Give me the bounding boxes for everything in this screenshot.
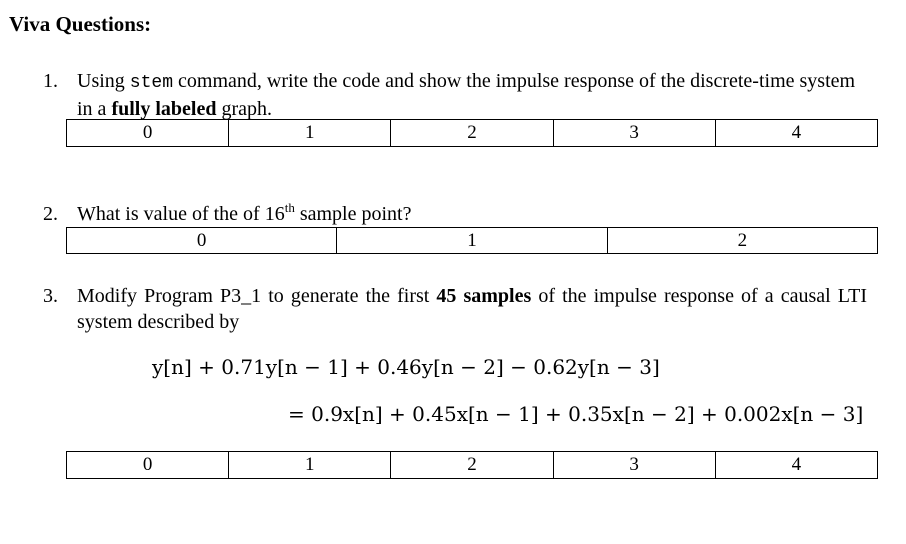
question-2-text-start: What is value of the of 16 — [77, 203, 285, 225]
question-1-number: 1. — [43, 70, 58, 92]
question-1-options — [66, 119, 878, 147]
q2-option-2[interactable]: 2 — [607, 228, 877, 254]
q3-option-4[interactable]: 4 — [715, 452, 877, 479]
q1-option-2[interactable]: 2 — [391, 120, 553, 147]
question-3-number: 3. — [43, 285, 58, 307]
page-heading: Viva Questions: — [9, 12, 152, 36]
question-3-text-start: Modify Program P3_1 to generate the first — [77, 285, 437, 307]
equation-line-1: y[n] + 0.71y[n − 1] + 0.46y[n − 2] − 0.62y[n − 3] — [152, 355, 660, 379]
question-1-text — [77, 68, 867, 122]
q3-option-3[interactable]: 3 — [553, 452, 715, 479]
q1-option-1[interactable]: 1 — [229, 120, 391, 147]
question-3-options — [66, 451, 878, 479]
question-2-superscript: th — [284, 200, 295, 215]
q1-option-4[interactable]: 4 — [715, 120, 877, 147]
question-1-code: stem — [129, 73, 174, 93]
question-1-text-start: Using — [77, 70, 130, 92]
question-2-text — [77, 201, 877, 227]
question-3-text-end: of the impulse response of a causal LTI system described by — [77, 285, 867, 333]
q2-option-1[interactable]: 1 — [337, 228, 607, 254]
question-2-text-end: sample point? — [294, 203, 412, 225]
q3-option-0[interactable]: 0 — [67, 452, 229, 479]
question-1-text-end: graph. — [216, 98, 272, 120]
q3-option-1[interactable]: 1 — [229, 452, 391, 479]
q1-option-0[interactable]: 0 — [67, 120, 229, 147]
equation-line-2: = 0.9x[n] + 0.45x[n − 1] + 0.35x[n − 2] + 0.002x[n − 3] — [288, 402, 864, 426]
q3-option-2[interactable]: 2 — [391, 452, 553, 479]
question-3-bold: 45 samples — [436, 285, 532, 307]
question-3-text — [77, 283, 867, 335]
question-2-number: 2. — [43, 203, 58, 225]
question-2-options — [66, 227, 878, 254]
q1-option-3[interactable]: 3 — [553, 120, 715, 147]
question-1-bold: fully labeled — [111, 98, 217, 120]
question-1-text-mid: command, write the code and show the impulse response of the discrete-time system in a — [77, 70, 856, 120]
q2-option-0[interactable]: 0 — [67, 228, 337, 254]
